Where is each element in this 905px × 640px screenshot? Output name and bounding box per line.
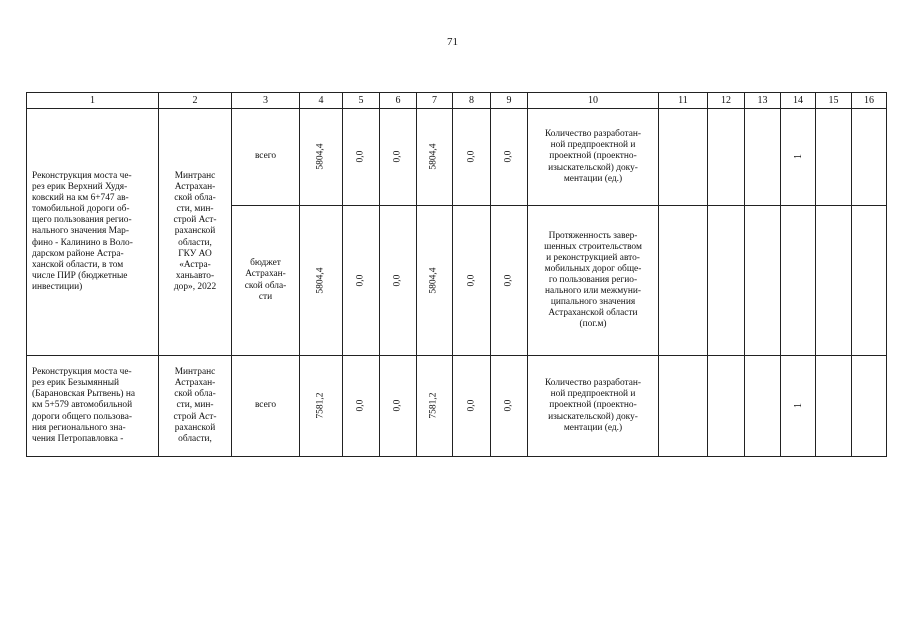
table-row: [27, 356, 887, 457]
col-header: 2: [159, 93, 232, 109]
value-cell: [816, 356, 852, 457]
value-cell: [816, 206, 852, 356]
value-cell: [852, 109, 887, 206]
value-cell: 7581,2: [300, 356, 343, 457]
funding-source: всего: [232, 109, 300, 206]
value-cell: 5804,4: [417, 109, 453, 206]
value-cell: [781, 206, 816, 356]
value-cell: [745, 356, 781, 457]
value-cell: [852, 206, 887, 356]
value-cell: 0,0: [453, 109, 491, 206]
value-cell: 0,0: [380, 109, 417, 206]
col-header: 14: [781, 93, 816, 109]
value-cell: 0,0: [453, 206, 491, 356]
program-table: [26, 92, 887, 457]
funding-source: бюджет Астрахан- ской обла- сти: [232, 206, 300, 356]
col-header: 15: [816, 93, 852, 109]
value-cell: 5804,4: [300, 109, 343, 206]
col-header: 11: [659, 93, 708, 109]
funding-source: всего: [232, 356, 300, 457]
value-cell: 0,0: [491, 109, 528, 206]
value-cell: [659, 356, 708, 457]
value-cell: [659, 206, 708, 356]
value-cell: [745, 206, 781, 356]
col-header: 8: [453, 93, 491, 109]
value-cell: [708, 356, 745, 457]
value-cell: [659, 109, 708, 206]
value-cell: 0,0: [343, 109, 380, 206]
value-cell: 1: [781, 109, 816, 206]
indicator: Количество разработан- ной предпроектной и проектной (проектно- изыскательской) доку- ментации (ед.): [528, 109, 659, 206]
col-header: 1: [27, 93, 159, 109]
col-header: 9: [491, 93, 528, 109]
page-number: 71: [447, 36, 458, 48]
table-row: [27, 109, 887, 206]
col-header: 13: [745, 93, 781, 109]
col-header: 10: [528, 93, 659, 109]
col-header: 3: [232, 93, 300, 109]
col-header: 12: [708, 93, 745, 109]
value-cell: [816, 109, 852, 206]
value-cell: 5804,4: [417, 206, 453, 356]
col-header: 6: [380, 93, 417, 109]
indicator: Количество разработан- ной предпроектной и проектной (проектно- изыскательской) доку- ментации (ед.): [528, 356, 659, 457]
col-header: 16: [852, 93, 887, 109]
value-cell: [745, 109, 781, 206]
value-cell: 7581,2: [417, 356, 453, 457]
column-number-row: [27, 93, 887, 109]
value-cell: 0,0: [343, 356, 380, 457]
value-cell: 1: [781, 356, 816, 457]
executor: Минтранс Астрахан- ской обла- сти, мин- строй Аст- раханской области, ГКУ АО «Астра- ханьавто- дор», 2022: [159, 109, 232, 356]
value-cell: 0,0: [380, 356, 417, 457]
value-cell: 0,0: [380, 206, 417, 356]
value-cell: [708, 206, 745, 356]
value-cell: 0,0: [453, 356, 491, 457]
value-cell: 0,0: [343, 206, 380, 356]
executor: Минтранс Астрахан- ской обла- сти, мин- строй Аст- раханской области,: [159, 356, 232, 457]
value-cell: 0,0: [491, 206, 528, 356]
col-header: 5: [343, 93, 380, 109]
value-cell: 5804,4: [300, 206, 343, 356]
value-cell: 0,0: [491, 356, 528, 457]
project-name: Реконструкция моста че- рез ерик Верхний Худя- ковский на км 6+747 ав- томобильной дороги об- щего пользования регио- нального значения Мар- фино - Калинино в Воло- дарском районе Астра- ханской области, в том числе ПИР (бюджетные инвестиции): [27, 109, 159, 356]
project-name: Реконструкция моста че- рез ерик Безымянный (Барановская Рытвень) на км 5+579 автомобильной дороги общего пользова- ния регионального зна- чения Петропавловка -: [27, 356, 159, 457]
indicator: Протяженность завер- шенных строительством и реконструкцией авто- мобильных дорог обще- го пользования регио- нального или межмуни- ципального значения Астраханской области (пог.м): [528, 206, 659, 356]
value-cell: [708, 109, 745, 206]
col-header: 4: [300, 93, 343, 109]
col-header: 7: [417, 93, 453, 109]
value-cell: [852, 356, 887, 457]
